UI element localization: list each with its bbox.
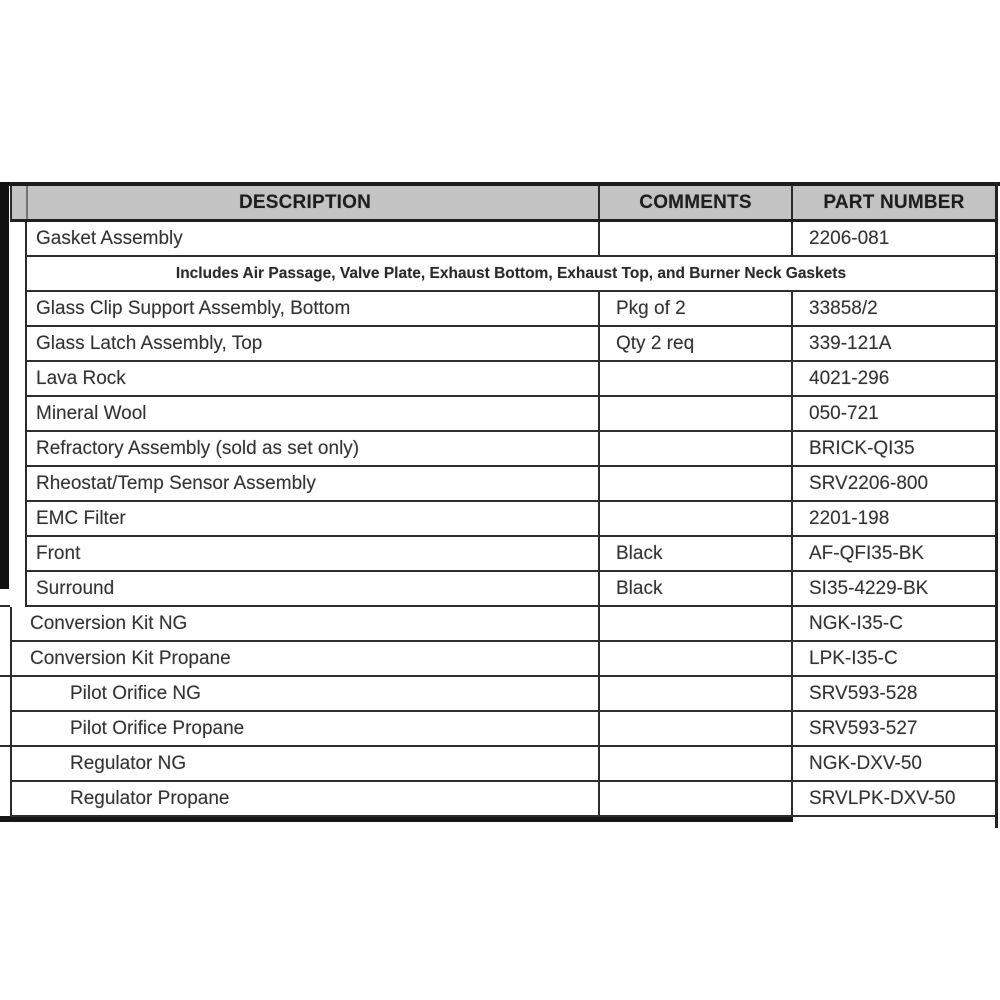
row-comments-cell [600, 432, 793, 465]
row-part-number-cell: NGK-DXV-50 [809, 752, 922, 774]
table-row [10, 607, 995, 642]
row-description-cell: Regulator NG [12, 747, 600, 780]
table-row [25, 292, 995, 327]
row-description-cell: Pilot Orifice Propane [12, 712, 600, 745]
row-description-cell: Front [27, 537, 600, 570]
column-header-comments: COMMENTS [600, 186, 793, 219]
row-part-number-cell: SRVLPK-DXV-50 [809, 787, 956, 809]
table-row [25, 222, 995, 257]
column-header-description: DESCRIPTION [12, 186, 600, 219]
parts-table-lower-section [10, 607, 995, 817]
row-comments-cell [600, 362, 793, 395]
row-part-number-cell: SRV2206-800 [809, 472, 929, 494]
row-part-number-cell: BRICK-QI35 [809, 437, 915, 459]
row-comments-cell: Black [600, 572, 793, 605]
row-part-number-cell: NGK-I35-C [809, 612, 903, 634]
column-header-part-number: PART NUMBER [823, 191, 965, 213]
section-divider-tick [0, 675, 10, 677]
row-part-number-cell: AF-QFI35-BK [809, 542, 925, 564]
table-row [25, 537, 995, 572]
table-header-row [10, 186, 995, 222]
table-row [25, 502, 995, 537]
row-description-cell: Mineral Wool [27, 397, 600, 430]
row-comments-cell [600, 397, 793, 430]
table-row [25, 572, 995, 607]
row-part-number-cell: 2206-081 [809, 227, 890, 249]
row-comments-cell: Black [600, 537, 793, 570]
row-description-cell: Refractory Assembly (sold as set only) [27, 432, 600, 465]
row-comments-cell: Pkg of 2 [600, 292, 793, 325]
row-comments-cell [600, 782, 793, 815]
row-comments-cell: Qty 2 req [600, 327, 793, 360]
row-description-cell: Glass Latch Assembly, Top [27, 327, 600, 360]
row-comments-cell [600, 712, 793, 745]
row-description-cell: Gasket Assembly [27, 222, 600, 255]
page-left-edge-bar [0, 182, 9, 589]
row-part-number-cell: LPK-I35-C [809, 647, 898, 669]
section-divider-tick [0, 745, 10, 747]
note-text: Includes Air Passage, Valve Plate, Exhaust Bottom, Exhaust Top, and Burner Neck Gaskets [175, 264, 847, 282]
table-row [10, 712, 995, 747]
table-note-row [25, 257, 995, 292]
row-part-number-cell: 33858/2 [809, 297, 878, 319]
section-divider-tick [0, 605, 10, 607]
row-part-number-cell: 2201-198 [809, 507, 890, 529]
table-row [25, 467, 995, 502]
table-row [10, 747, 995, 782]
parts-table-upper-section [25, 222, 995, 607]
row-comments-cell [600, 502, 793, 535]
row-comments-cell [600, 607, 793, 640]
row-part-number-cell: 050-721 [809, 402, 879, 424]
row-description-cell: Conversion Kit Propane [12, 642, 600, 675]
row-description-cell: Regulator Propane [12, 782, 600, 815]
row-part-number-cell: 4021-296 [809, 367, 890, 389]
row-comments-cell [600, 222, 793, 255]
row-comments-cell [600, 677, 793, 710]
row-comments-cell [600, 747, 793, 780]
table-row [10, 642, 995, 677]
table-row [10, 782, 995, 817]
table-row [25, 362, 995, 397]
row-part-number-cell: SRV593-528 [809, 682, 918, 704]
row-description-cell: Rheostat/Temp Sensor Assembly [27, 467, 600, 500]
row-part-number-cell: SRV593-527 [809, 717, 918, 739]
table-row [25, 432, 995, 467]
row-description-cell: Pilot Orifice NG [12, 677, 600, 710]
row-description-cell: Surround [27, 572, 600, 605]
row-description-cell: Conversion Kit NG [12, 607, 600, 640]
row-comments-cell [600, 642, 793, 675]
row-comments-cell [600, 467, 793, 500]
row-part-number-cell: SI35-4229-BK [809, 577, 929, 599]
page-right-edge-bar [995, 182, 998, 828]
row-description-cell: Lava Rock [27, 362, 600, 395]
row-description-cell: EMC Filter [27, 502, 600, 535]
table-row [25, 397, 995, 432]
table-row [25, 327, 995, 362]
row-description-cell: Glass Clip Support Assembly, Bottom [27, 292, 600, 325]
table-row [10, 677, 995, 712]
row-part-number-cell: 339-121A [809, 332, 892, 354]
header-inner-gridline [26, 186, 28, 219]
